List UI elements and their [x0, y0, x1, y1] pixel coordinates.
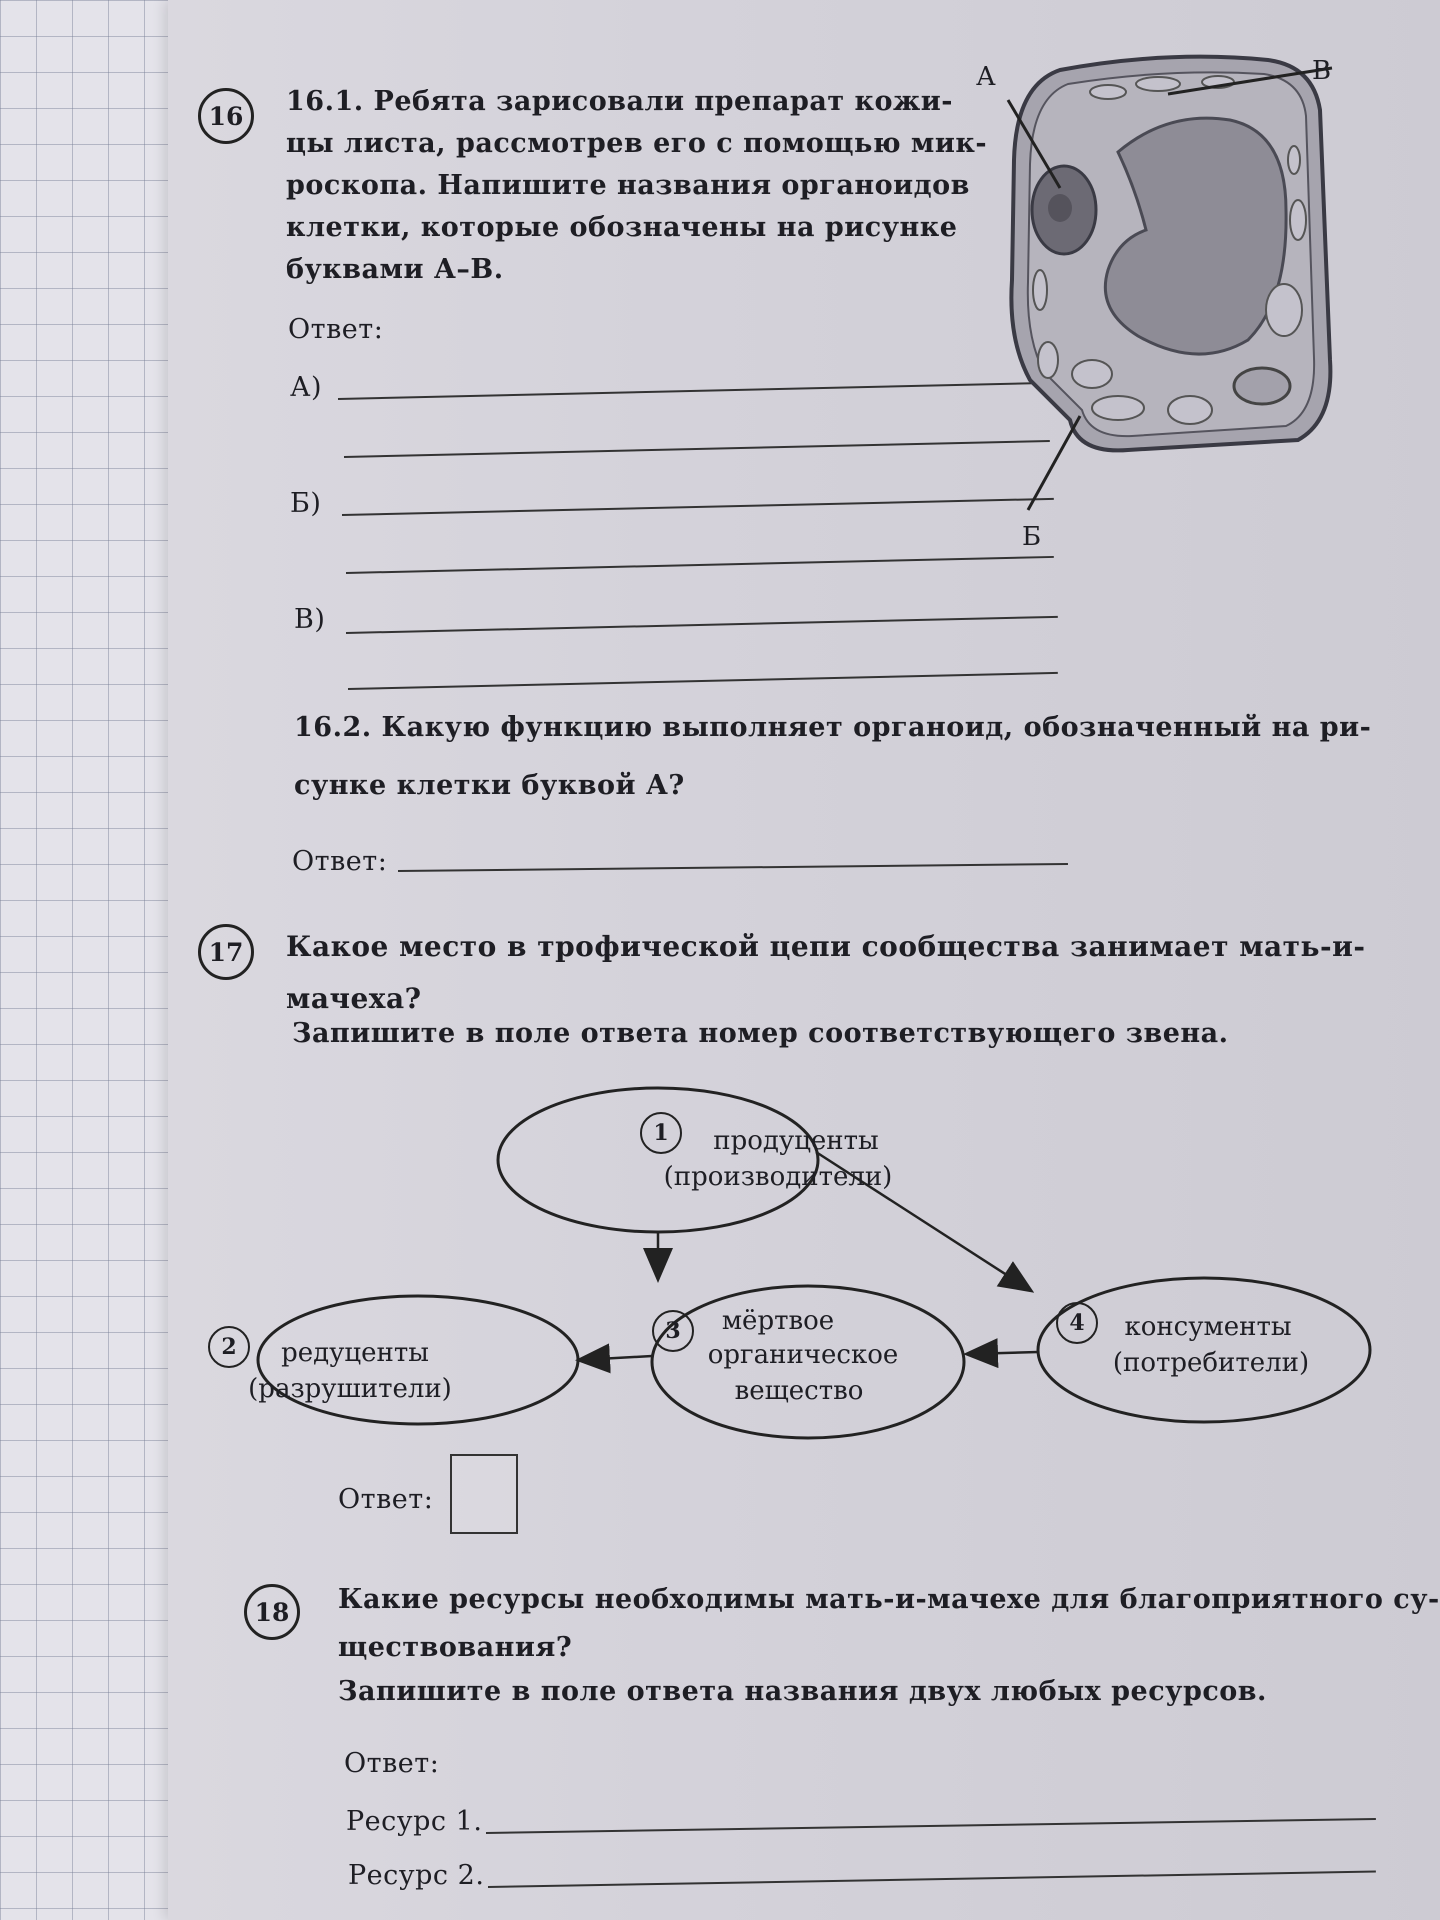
q18-resource-1-line[interactable] [486, 1818, 1376, 1834]
chloroplast [1266, 284, 1302, 336]
q17-instruction: Запишите в поле ответа номер соответствующего звена. [292, 1018, 1229, 1049]
chloroplast [1038, 342, 1058, 378]
worksheet-page [168, 0, 1440, 1920]
q16-text-line-4: клетки, которые обозначены на рисунке [286, 212, 958, 243]
node-3-label-line-1: мёртвое [721, 1306, 835, 1336]
question-16-number: 16 [198, 88, 254, 144]
q16-2-text-line-2: сунке клетки буквой А? [294, 770, 685, 801]
node-1-label-line-2: (производители) [663, 1162, 893, 1192]
graph-paper-background [0, 0, 191, 1920]
question-18-number: 18 [244, 1584, 300, 1640]
chloroplast [1072, 360, 1112, 388]
arrow-4-to-3 [968, 1352, 1038, 1354]
q17-answer-box[interactable] [450, 1454, 518, 1534]
figure-label-b: Б [1022, 522, 1042, 552]
q16-2-text-line-1: 16.2. Какую функцию выполняет органоид, обозначенный на ри- [294, 712, 1372, 743]
question-17-number: 17 [198, 924, 254, 980]
mitochondrion [1234, 368, 1290, 404]
q18-resource-1-label: Ресурс 1. [346, 1806, 483, 1837]
q16-text-line-5: буквами А–В. [286, 254, 504, 285]
q16-answer-line-a2[interactable] [344, 440, 1050, 458]
node-4-label-line-1: консументы [1124, 1312, 1292, 1342]
q16-item-a-label: А) [290, 372, 322, 403]
chloroplast [1092, 396, 1144, 420]
q18-resource-2-label: Ресурс 2. [348, 1860, 485, 1891]
chloroplast [1290, 200, 1306, 240]
q18-resource-2-line[interactable] [488, 1871, 1376, 1888]
q18-instruction: Запишите в поле ответа названия двух любых ресурсов. [338, 1676, 1267, 1707]
node-3-label-line-3: вещество [734, 1376, 864, 1406]
q17-text-line-1: Какое место в трофической цепи сообщества занимает мать-и- [286, 930, 1366, 963]
node-4-number: 4 [1056, 1302, 1098, 1344]
q16-2-answer-label: Ответ: [292, 846, 388, 877]
node-2-label-line-1: редуценты [281, 1338, 429, 1368]
q16-answer-line-a1[interactable] [338, 382, 1050, 400]
q16-answer-line-v2[interactable] [348, 672, 1058, 690]
plant-cell-figure [968, 40, 1438, 570]
q16-answer-label: Ответ: [288, 314, 384, 345]
q16-answer-line-v1[interactable] [346, 616, 1058, 634]
q16-text-line-3: роскопа. Напишите названия органоидов [286, 170, 970, 201]
label-b-pointer [1028, 416, 1080, 510]
chloroplast [1288, 146, 1300, 174]
q18-text-line-1: Какие ресурсы необходимы мать-и-мачехе для благоприятного су- [338, 1584, 1440, 1615]
node-2-number: 2 [208, 1326, 250, 1368]
node-2-label-line-2: (разрушители) [248, 1374, 452, 1404]
node-3-number: 3 [652, 1310, 694, 1352]
node-1-label-line-1: продуценты [713, 1126, 879, 1156]
figure-label-a: А [976, 62, 997, 92]
q18-text-line-2: ществования? [338, 1632, 573, 1663]
q16-text-line-2: цы листа, рассмотрев его с помощью мик- [286, 128, 988, 159]
q16-item-v-label: В) [294, 604, 326, 635]
q16-text-line-1: 16.1. Ребята зарисовали препарат кожи- [286, 86, 953, 117]
nucleolus [1048, 194, 1072, 222]
q17-text-line-2: мачеха? [286, 982, 422, 1015]
chloroplast [1168, 396, 1212, 424]
chloroplast [1033, 270, 1047, 310]
q17-answer-label: Ответ: [338, 1484, 434, 1515]
q16-item-b-label: Б) [290, 488, 322, 519]
node-3-label-line-2: органическое [707, 1340, 899, 1370]
q16-2-answer-line[interactable] [398, 863, 1068, 872]
q18-answer-label: Ответ: [344, 1748, 440, 1779]
vacuole [1105, 118, 1286, 354]
chloroplast [1090, 85, 1126, 99]
node-4-label-line-2: (потребители) [1112, 1348, 1310, 1378]
chloroplast [1136, 77, 1180, 91]
q16-answer-line-b1[interactable] [342, 498, 1054, 516]
figure-label-v: В [1312, 56, 1332, 86]
q16-answer-line-b2[interactable] [346, 556, 1054, 574]
node-1-number: 1 [640, 1112, 682, 1154]
arrow-3-to-2 [580, 1356, 652, 1360]
